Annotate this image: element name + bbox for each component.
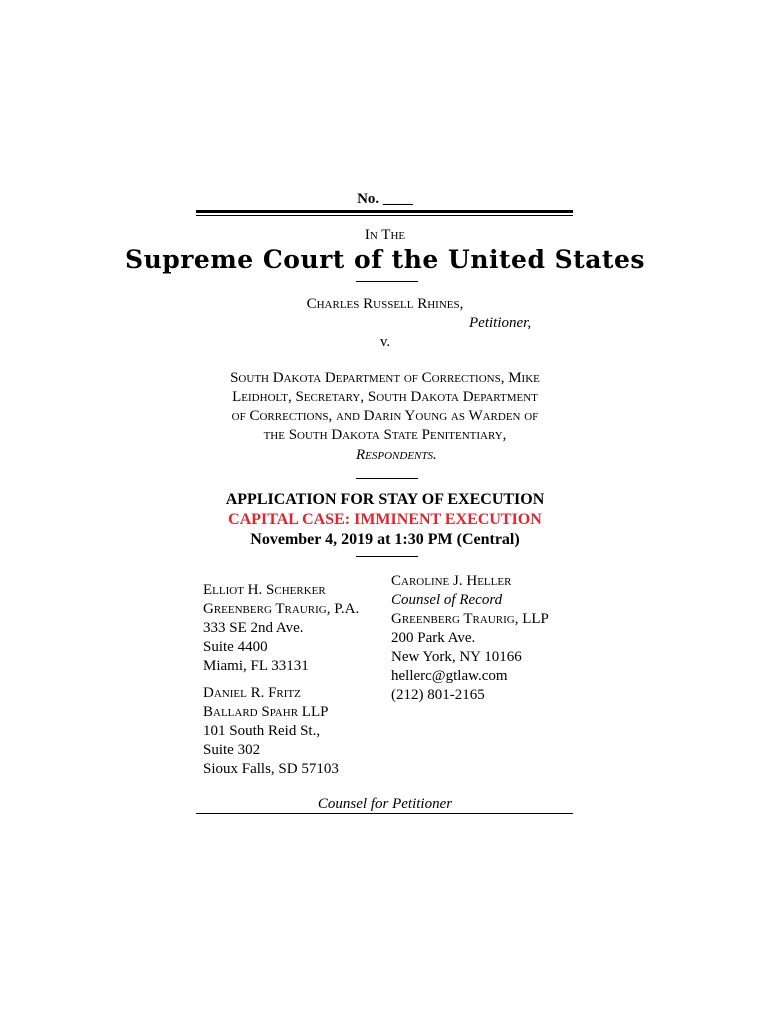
docket-number	[0, 190, 770, 209]
divider-1	[356, 281, 418, 282]
counsel-address-line: 200 Park Ave.	[391, 630, 476, 646]
counsel-of-record-name: Caroline J. Heller	[391, 573, 512, 589]
docket-label: No.	[357, 191, 383, 207]
counsel-left-column	[203, 581, 359, 779]
counsel-right-column	[391, 572, 549, 705]
versus: v.	[379, 334, 391, 350]
capital-case-notice: CAPITAL CASE: IMMINENT EXECUTION	[228, 511, 542, 528]
counsel-address-line: New York, NY 10166	[391, 649, 522, 665]
bottom-rule	[196, 813, 573, 814]
petitioner-role: Petitioner,	[469, 315, 532, 331]
counsel-address-line: Suite 4400	[203, 639, 268, 655]
counsel-email: hellerc@gtlaw.com	[391, 668, 508, 684]
counsel-firm: Greenberg Traurig, LLP	[391, 611, 549, 627]
counsel-firm: Greenberg Traurig, P.A.	[203, 601, 360, 617]
petitioner-name: Charles Russell Rhines,	[306, 296, 464, 312]
respondents-line-3: of Corrections, and Darin Young as Warden of	[231, 408, 539, 424]
counsel-phone: (212) 801-2165	[391, 687, 485, 703]
execution-date: November 4, 2019 at 1:30 PM (Central)	[250, 531, 520, 548]
divider-2	[356, 478, 418, 479]
counsel-address-line: 101 South Reid St.,	[203, 723, 321, 739]
respondents-line-2: Leidholt, Secretary, South Dakota Department	[232, 389, 538, 405]
counsel-address-line: Suite 302	[203, 742, 261, 758]
counsel-for-petitioner: Counsel for Petitioner	[317, 796, 453, 812]
top-rule-thick	[196, 210, 573, 213]
counsel-name: Elliot H. Scherker	[203, 582, 326, 598]
counsel-name: Daniel R. Fritz	[203, 685, 301, 701]
respondents-line-1: South Dakota Department of Corrections, Mike	[230, 370, 540, 386]
counsel-address-line: Sioux Falls, SD 57103	[203, 761, 339, 777]
in-the-label: In The	[364, 227, 406, 243]
counsel-address-line: 333 SE 2nd Ave.	[203, 620, 304, 636]
counsel-of-record-label: Counsel of Record	[391, 592, 503, 608]
respondents-role: Respondents.	[356, 447, 437, 463]
docket-blank: ____	[382, 191, 413, 207]
divider-3	[356, 556, 418, 557]
application-title: APPLICATION FOR STAY OF EXECUTION	[225, 491, 545, 508]
court-name: Supreme Court of the United States	[125, 245, 645, 274]
counsel-address-line: Miami, FL 33131	[203, 658, 309, 674]
counsel-firm: Ballard Spahr LLP	[203, 704, 329, 720]
top-rule-thin	[196, 215, 573, 216]
respondents-line-4: the South Dakota State Penitentiary,	[263, 427, 507, 443]
